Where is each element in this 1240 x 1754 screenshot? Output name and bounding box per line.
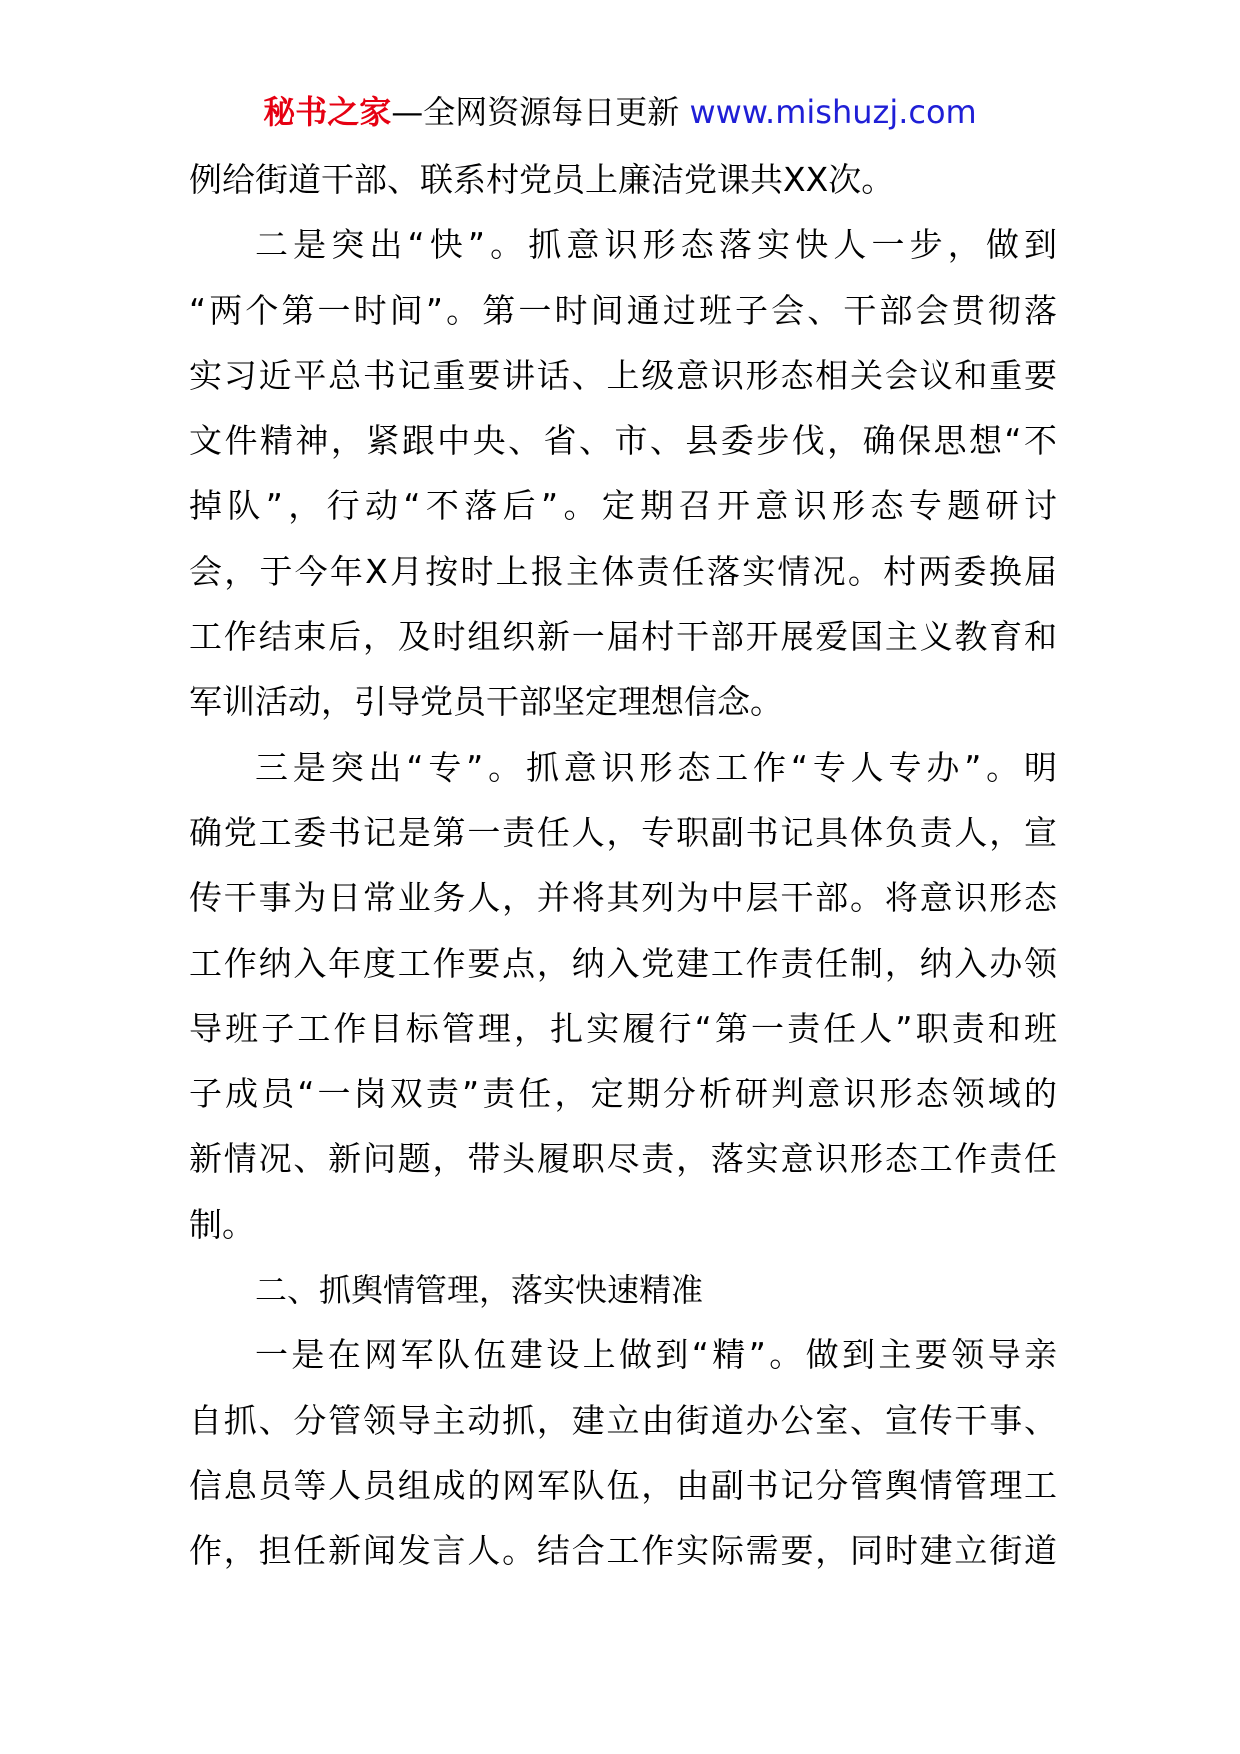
text-line: “两个第一时间”。第一时间通过班子会、干部会贯彻落: [189, 290, 1057, 330]
text-line: 确党工委书记是第一责任人，专职副书记具体负责人，宣: [189, 812, 1057, 852]
paragraph-first-line: 三是突出“专”。抓意识形态工作“专人专办”。明: [255, 747, 1057, 787]
paragraph-first-line: 一是在网军队伍建设上做到“精”。做到主要领导亲: [255, 1335, 1057, 1375]
text-line: 工作纳入年度工作要点，纳入党建工作责任制，纳入办领: [189, 943, 1057, 983]
text-line: 制。: [189, 1204, 255, 1244]
text-line: 子成员“一岗双责”责任，定期分析研判意识形态领域的: [189, 1074, 1057, 1114]
text-line: 实习近平总书记重要讲话、上级意识形态相关会议和重要: [189, 355, 1057, 395]
header-tagline: —全网资源每日更新: [391, 93, 680, 131]
text-line: 自抓、分管领导主动抓，建立由街道办公室、宣传干事、: [189, 1400, 1057, 1440]
text-line: 新情况、新问题，带头履职尽责，落实意识形态工作责任: [189, 1139, 1057, 1179]
site-header: [0, 92, 1240, 132]
text-line: 文件精神，紧跟中央、省、市、县委步伐，确保思想“不: [189, 421, 1057, 461]
brand-name: 秘书之家: [263, 93, 392, 131]
text-line: 传干事为日常业务人，并将其列为中层干部。将意识形态: [189, 878, 1057, 918]
document-body: [189, 160, 1057, 1597]
text-line: 导班子工作目标管理，扎实履行“第一责任人”职责和班: [189, 1008, 1057, 1048]
text-line: 信息员等人员组成的网军队伍，由副书记分管舆情管理工: [189, 1465, 1057, 1505]
paragraph-first-line: 二是突出“快”。抓意识形态落实快人一步，做到: [255, 225, 1057, 265]
text-line: 作，担任新闻发言人。结合工作实际需要，同时建立街道: [189, 1531, 1057, 1571]
text-line: 军训活动，引导党员干部坚定理想信念。: [189, 682, 783, 722]
site-url-link[interactable]: www.mishuzj.com: [689, 93, 977, 131]
text-line: 工作结束后，及时组织新一届村干部开展爱国主义教育和: [189, 617, 1057, 657]
text-line: 掉队”，行动“不落后”。定期召开意识形态专题研讨: [189, 486, 1057, 526]
text-line: 例给街道干部、联系村党员上廉洁党课共XX次。: [189, 160, 895, 199]
text-line: 会，于今年X月按时上报主体责任落实情况。村两委换届: [189, 551, 1057, 591]
section-heading: 二、抓舆情管理，落实快速精准: [255, 1271, 704, 1310]
